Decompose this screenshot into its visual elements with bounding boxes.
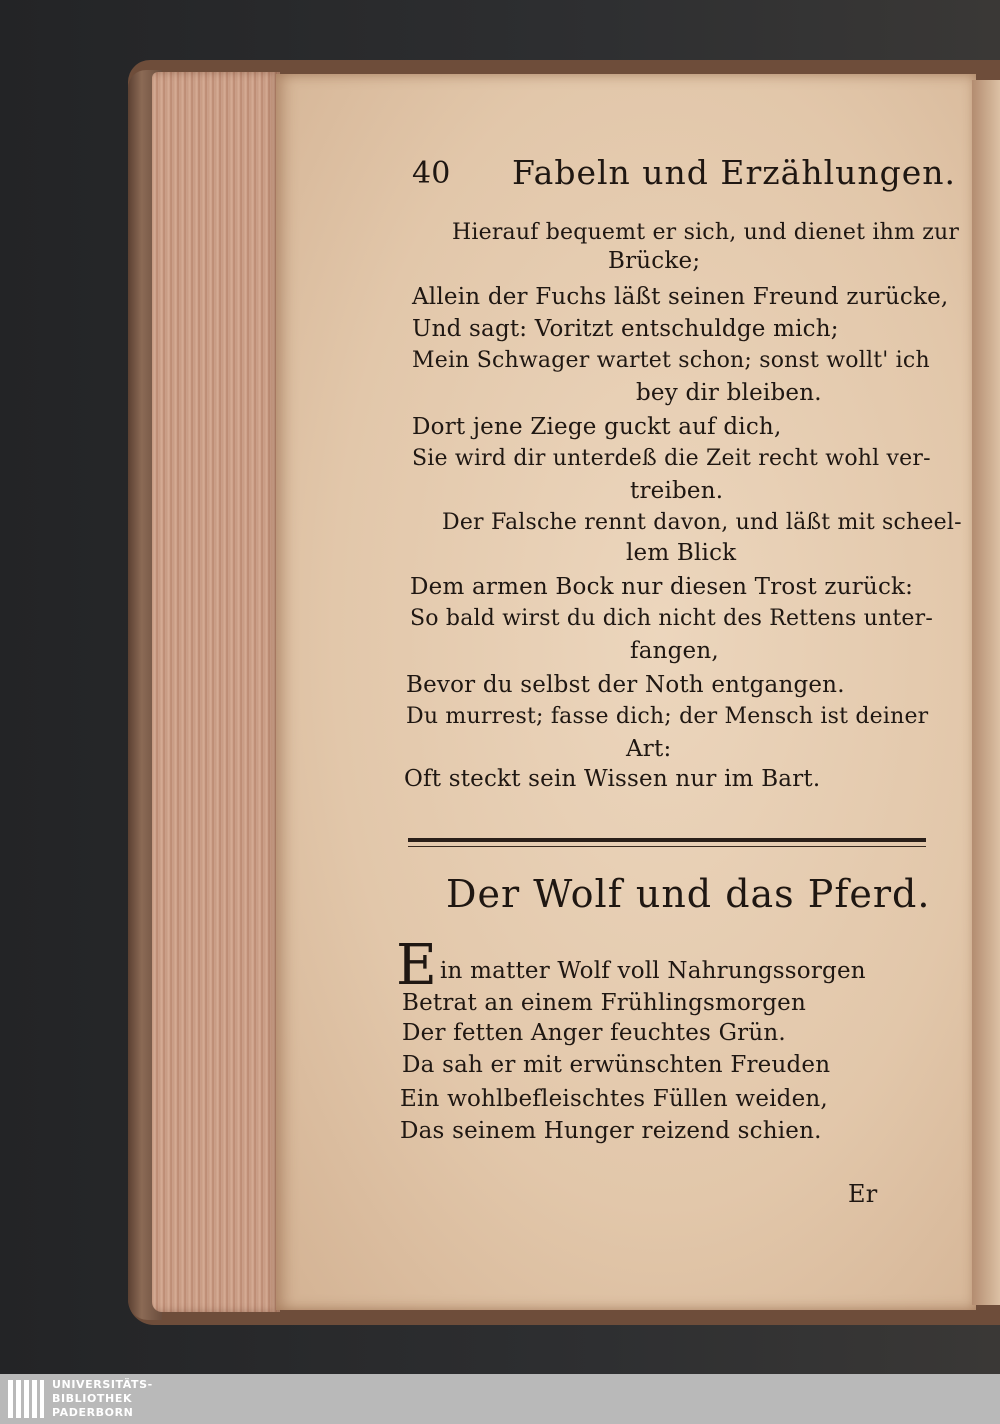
- verse-line: So bald wirst du dich nicht des Rettens unter-: [410, 606, 933, 631]
- verse-line: Du murrest; fasse dich; der Mensch ist deiner: [406, 704, 929, 729]
- library-name-line-3: PADERBORN: [52, 1406, 134, 1419]
- verse-line: Art:: [626, 736, 672, 762]
- verse-line: Dem armen Bock nur diesen Trost zurück:: [410, 574, 914, 600]
- page-edges: [152, 72, 280, 1312]
- facing-page-edge: [972, 80, 1000, 1305]
- verse-line: Betrat an einem Frühlingsmorgen: [402, 990, 806, 1016]
- verse-line: Dort jene Ziege guckt auf dich,: [412, 414, 782, 440]
- catchword: Er: [848, 1180, 878, 1208]
- verse-line: Ein wohlbefleischtes Füllen weiden,: [400, 1086, 828, 1112]
- verse-line: Brücke;: [608, 248, 701, 274]
- verse-line: Das seinem Hunger reizend schien.: [400, 1118, 822, 1144]
- section-divider-thin: [408, 846, 926, 847]
- verse-line: fangen,: [630, 638, 719, 664]
- verse-line: Und sagt: Voritzt entschuldge mich;: [412, 316, 839, 342]
- verse-line: Der fetten Anger feuchtes Grün.: [402, 1020, 786, 1046]
- verse-line: Der Falsche rennt davon, und läßt mit scheel-: [442, 510, 962, 535]
- library-name-line-1: UNIVERSITÄTS-: [52, 1378, 153, 1391]
- page-number: 40: [412, 156, 451, 191]
- fable-title: Der Wolf und das Pferd.: [446, 872, 931, 916]
- library-name-line-2: BIBLIOTHEK: [52, 1392, 133, 1405]
- library-logo-icon: [6, 1378, 46, 1420]
- verse-line: Mein Schwager wartet schon; sonst wollt' ich: [412, 348, 930, 373]
- running-title: Fabeln und Erzählungen.: [512, 153, 957, 192]
- section-divider: [408, 838, 926, 842]
- verse-line: treiben.: [630, 478, 724, 504]
- verse-line: Allein der Fuchs läßt seinen Freund zurücke,: [412, 284, 949, 310]
- drop-cap: E: [396, 933, 438, 998]
- verse-line: lem Blick: [626, 540, 737, 566]
- verse-line: Da sah er mit erwünschten Freuden: [402, 1052, 831, 1078]
- verse-line: Hierauf bequemt er sich, und dienet ihm zur: [452, 220, 960, 245]
- verse-line: bey dir bleiben.: [636, 380, 822, 406]
- verse-line: Sie wird dir unterdeß die Zeit recht wohl ver-: [412, 446, 931, 471]
- verse-line: Oft steckt sein Wissen nur im Bart.: [404, 766, 821, 792]
- verse-line: in matter Wolf voll Nahrungssorgen: [440, 958, 866, 984]
- verse-line: Bevor du selbst der Noth entgangen.: [406, 672, 845, 698]
